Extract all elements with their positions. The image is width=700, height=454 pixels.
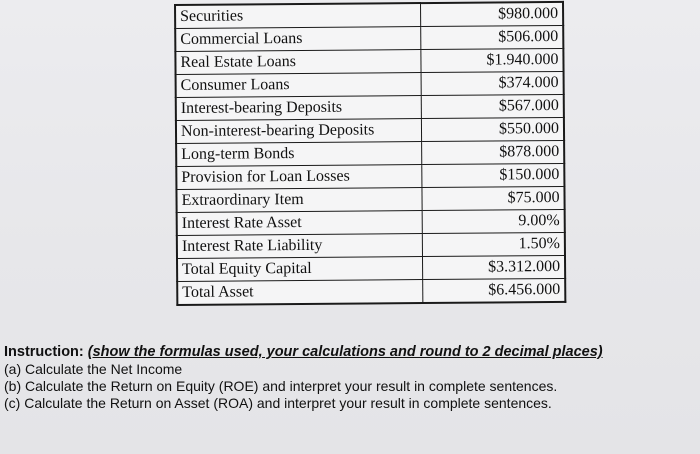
table-row <box>175 2 563 29</box>
row-value: $550.000 <box>421 117 564 141</box>
table-row <box>176 117 564 143</box>
table-row <box>177 255 565 281</box>
row-label: Long-term Bonds <box>176 142 422 167</box>
table-row <box>177 278 565 305</box>
instructions-block <box>4 344 694 412</box>
table-row <box>177 209 565 235</box>
row-label: Consumer Loans <box>176 73 422 98</box>
row-label: Total Asset <box>177 280 423 305</box>
row-label: Extraordinary Item <box>176 188 422 213</box>
question-c: (c) Calculate the Return on Asset (ROA) and interpret your result in complete sentences. <box>4 395 552 411</box>
row-value: $980.000 <box>421 2 564 27</box>
row-label: Total Equity Capital <box>177 257 423 282</box>
table-row <box>175 25 563 51</box>
row-value: $3.312.000 <box>422 255 565 279</box>
row-label: Real Estate Loans <box>175 50 421 75</box>
row-value: $6.456.000 <box>423 278 566 303</box>
table-row <box>176 186 564 212</box>
row-label: Commercial Loans <box>175 27 421 52</box>
table-row <box>176 94 564 120</box>
row-value: $150.000 <box>422 163 565 187</box>
row-value: 9.00% <box>422 209 565 233</box>
financial-data-table <box>174 1 566 306</box>
row-value: $878.000 <box>422 140 565 164</box>
table-row <box>175 48 563 74</box>
row-label: Interest Rate Asset <box>177 211 423 236</box>
table-row <box>176 71 564 97</box>
question-a: (a) Calculate the Net Income <box>4 361 183 377</box>
row-value: $567.000 <box>421 94 564 118</box>
row-label: Interest-bearing Deposits <box>176 96 422 121</box>
row-value: $374.000 <box>421 71 564 95</box>
row-label: Interest Rate Liability <box>177 234 423 259</box>
row-value: $506.000 <box>421 25 564 49</box>
instruction-lead: Instruction: <box>4 344 88 360</box>
row-value: $1.940.000 <box>421 48 564 72</box>
row-label: Provision for Loan Losses <box>176 165 422 190</box>
row-label: Non-interest-bearing Deposits <box>176 119 422 144</box>
row-value: $75.000 <box>422 186 565 210</box>
instruction-title <box>4 344 694 361</box>
instruction-detail: (show the formulas used, your calculations and round to 2 decimal places) <box>87 344 603 360</box>
table-row <box>176 163 564 189</box>
table-row <box>177 232 565 258</box>
table-row <box>176 140 564 166</box>
row-label: Securities <box>175 3 421 28</box>
question-b: (b) Calculate the Return on Equity (ROE) and interpret your result in complete sentences. <box>4 378 558 394</box>
row-value: 1.50% <box>422 232 565 256</box>
